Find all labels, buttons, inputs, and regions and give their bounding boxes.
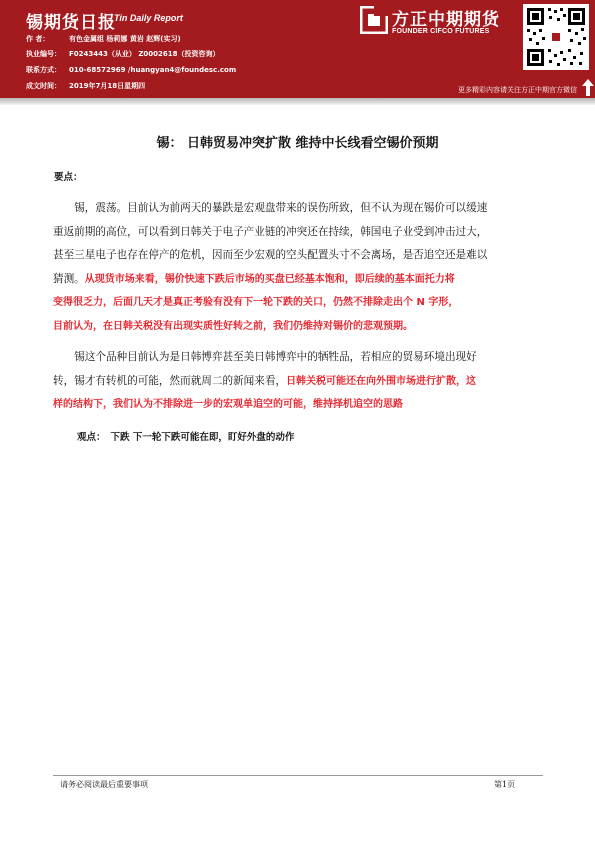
follow-wechat-text: 更多精彩内容请关注方正中期官方微信 bbox=[458, 86, 577, 94]
footer-divider bbox=[53, 775, 543, 776]
document-title: 锡： 日韩贸易冲突扩散 维持中长线看空锡价预期 bbox=[156, 136, 439, 151]
date-row: 成文时间： 2019年7月18日星期四 bbox=[26, 82, 146, 90]
paragraph-line bbox=[53, 291, 540, 315]
body-text: 锡这个品种目前认为是日韩博弈甚至美日韩博弈中的牺牲品，若相应的贸易环境出现好 bbox=[53, 351, 477, 363]
body-text: 猜测。 bbox=[53, 272, 85, 285]
highlighted-text: 目前认为，在日韩关税没有出现实质性好转之前，我们仍维持对锡价的悲观预期。 bbox=[53, 320, 413, 332]
viewpoint bbox=[77, 429, 294, 443]
logo-name-cn: 方正中期期货 bbox=[392, 10, 500, 30]
company-logo bbox=[360, 4, 520, 40]
footer-disclaimer: 请务必阅读最后重要事项 bbox=[60, 780, 148, 789]
logo-mark-icon bbox=[360, 6, 388, 34]
paragraph-line bbox=[53, 315, 540, 339]
highlighted-text: 样的结构下，我们认为不排除进一步的宏观单追空的可能，维持择机追空的思路 bbox=[53, 399, 403, 410]
highlighted-text: 变得很乏力，后面几天才是真正考验有没有下一轮下跌的关口，仍然不排除走出个 N 字形， bbox=[53, 297, 459, 308]
logo-name-en: FOUNDER CIFCO FUTURES bbox=[392, 28, 490, 35]
paragraph-line bbox=[53, 268, 540, 292]
body-text: 转，锡才有转机的可能，然而就周二的新闻来看， bbox=[53, 374, 287, 387]
contact-row: 联系方式： 010-68572969 /huangyan4@foundesc.com bbox=[26, 66, 237, 74]
paragraph-line bbox=[53, 346, 540, 370]
key-points-heading: 要点： bbox=[54, 172, 83, 183]
wechat-qr-code-icon[interactable] bbox=[523, 4, 589, 70]
page-number: 第1页 bbox=[494, 780, 516, 789]
header-shadow-band bbox=[0, 98, 595, 105]
paragraph-2 bbox=[53, 346, 540, 417]
report-title: 锡期货日报 bbox=[26, 13, 116, 33]
body-text: 甚至三星电子也存在停产的危机，因而至少宏观的空头配置头寸不会离场，是否追空还是难以 bbox=[53, 249, 488, 261]
report-header bbox=[0, 0, 595, 98]
paragraph-line bbox=[53, 221, 540, 245]
paragraph-line bbox=[53, 393, 540, 417]
up-arrow-icon bbox=[582, 79, 594, 96]
paragraph-1 bbox=[53, 197, 540, 338]
body-text: 锡，震荡。目前认为前两天的暴跌是宏观盘带来的误伤所致，但不认为现在锡价可以缓速 bbox=[53, 202, 488, 214]
highlighted-text: 日韩关税可能还在向外围市场进行扩散，这 bbox=[286, 375, 477, 387]
viewpoint-text: 下跌 下一轮下跌可能在即，盯好外盘的动作 bbox=[110, 432, 295, 443]
body-text: 重返前期的高位，可以看到日韩关于电子产业链的冲突还在持续，韩国电子业受到冲击过大， bbox=[53, 225, 488, 238]
license-row: 执业编号： F0243443（从业） Z0002618（投资咨询） bbox=[26, 50, 220, 58]
highlighted-text: 从现货市场来看，锡价快速下跌后市场的买盘已经基本饱和，即后续的基本面托力将 bbox=[84, 273, 455, 285]
author-row: 作 者： 有色金属组 杨莉娜 黄岩 赵辉(实习) bbox=[26, 35, 181, 43]
report-subtitle: Tin Daily Report bbox=[114, 13, 183, 23]
paragraph-line bbox=[53, 244, 540, 268]
paragraph-line bbox=[53, 197, 540, 221]
paragraph-line bbox=[53, 370, 540, 394]
viewpoint-label: 观点： bbox=[77, 432, 106, 443]
